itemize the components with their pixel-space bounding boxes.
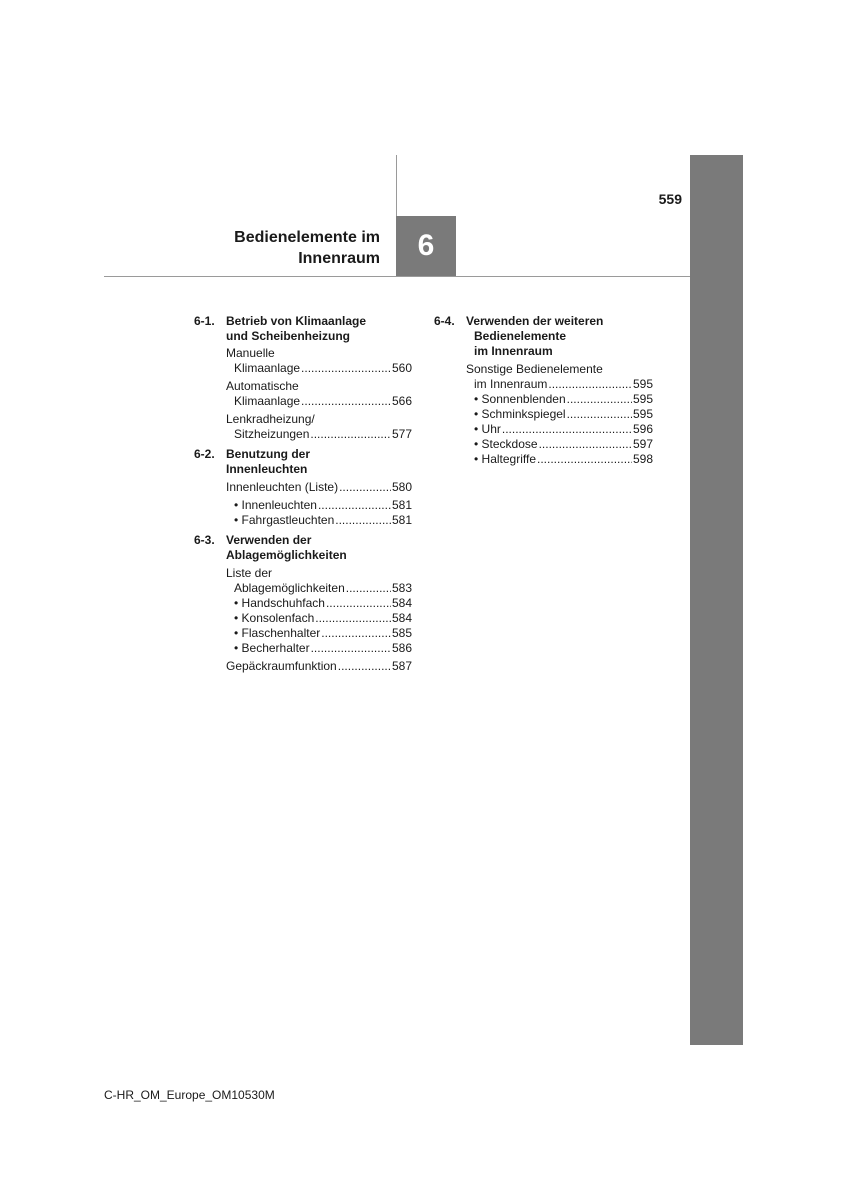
toc-entry-line1: Lenkradheizung/ bbox=[226, 412, 315, 426]
leader-dots bbox=[539, 437, 632, 452]
toc-page-ref: 560 bbox=[391, 361, 412, 375]
toc-page-ref: 584 bbox=[391, 596, 412, 610]
header-vertical-rule bbox=[396, 155, 397, 216]
leader-dots bbox=[548, 377, 632, 392]
section-heading-6-4[interactable] bbox=[434, 314, 653, 359]
section-title bbox=[226, 447, 310, 477]
toc-sub-entry[interactable] bbox=[474, 437, 653, 452]
toc-entry-text: • Konsolenfach bbox=[234, 611, 315, 625]
section-title-line2: und Scheibenheizung bbox=[226, 329, 351, 343]
chapter-title bbox=[180, 227, 380, 269]
section-title-line2: Ablagemöglichkeiten bbox=[226, 548, 347, 562]
toc-entry-text: • Haltegriffe bbox=[474, 452, 537, 466]
toc-entry-line1: Liste der bbox=[226, 566, 273, 580]
leader-dots bbox=[326, 596, 391, 611]
leader-dots bbox=[301, 361, 391, 376]
section-title-line1: Betrieb von Klimaanlage bbox=[226, 314, 367, 328]
toc-entry-text: • Flaschenhalter bbox=[234, 626, 321, 640]
toc-left-column bbox=[194, 314, 412, 677]
document-footer-code: C-HR_OM_Europe_OM10530M bbox=[104, 1088, 275, 1102]
toc-right-column bbox=[434, 314, 653, 470]
toc-entry-line1: Automatische bbox=[226, 379, 299, 393]
section-title-line1: Verwenden der bbox=[226, 533, 312, 547]
section-title-line3: im Innenraum bbox=[474, 344, 553, 358]
toc-entry-text: Ablagemöglichkeiten bbox=[234, 581, 345, 595]
toc-entry-line1: Sonstige Bedienelemente bbox=[466, 362, 603, 376]
section-title-line1: Benutzung der bbox=[226, 447, 310, 461]
toc-page-ref: 584 bbox=[391, 611, 412, 625]
leader-dots bbox=[339, 480, 391, 495]
toc-sub-entry[interactable] bbox=[474, 407, 653, 422]
toc-page-ref: 585 bbox=[391, 626, 412, 640]
leader-dots bbox=[311, 641, 391, 656]
toc-sub-entry[interactable] bbox=[474, 392, 653, 407]
toc-entry-text: Gepäckraumfunktion bbox=[226, 659, 337, 673]
leader-dots bbox=[537, 452, 632, 467]
toc-page-ref: 586 bbox=[391, 641, 412, 655]
toc-page-ref: 581 bbox=[391, 513, 412, 527]
toc-entry[interactable] bbox=[194, 480, 412, 495]
toc-entry[interactable] bbox=[194, 659, 412, 674]
section-heading-6-1[interactable] bbox=[194, 314, 412, 344]
leader-dots bbox=[321, 626, 391, 641]
section-title bbox=[226, 533, 347, 563]
toc-sub-entry[interactable] bbox=[234, 596, 412, 611]
toc-entry-text: • Innenleuchten bbox=[234, 498, 317, 512]
leader-dots bbox=[301, 394, 391, 409]
section-number: 6-3. bbox=[194, 533, 215, 547]
section-title bbox=[466, 314, 603, 359]
section-number: 6-1. bbox=[194, 314, 215, 328]
toc-entry-line1: Manuelle bbox=[226, 346, 275, 360]
toc-page-ref: 566 bbox=[391, 394, 412, 408]
leader-dots bbox=[318, 498, 391, 513]
section-title-line1: Verwenden der weiteren bbox=[466, 314, 604, 328]
toc-entry-text: • Sonnenblenden bbox=[474, 392, 566, 406]
toc-entry[interactable] bbox=[434, 362, 653, 392]
toc-entry[interactable] bbox=[194, 346, 412, 376]
toc-page-ref: 596 bbox=[632, 422, 653, 436]
toc-entry-text: • Steckdose bbox=[474, 437, 538, 451]
leader-dots bbox=[502, 422, 632, 437]
toc-sub-entry[interactable] bbox=[234, 611, 412, 626]
toc-entry-text: Klimaanlage bbox=[234, 361, 301, 375]
toc-page-ref: 595 bbox=[632, 407, 653, 421]
leader-dots bbox=[335, 513, 391, 528]
section-heading-6-2[interactable] bbox=[194, 447, 412, 477]
toc-entry-text: Sitzheizungen bbox=[234, 427, 310, 441]
toc-sub-entry[interactable] bbox=[234, 513, 412, 528]
toc-entry-text: Klimaanlage bbox=[234, 394, 301, 408]
toc-entry-text: • Handschuhfach bbox=[234, 596, 325, 610]
leader-dots bbox=[315, 611, 391, 626]
toc-page-ref: 595 bbox=[632, 392, 653, 406]
leader-dots bbox=[338, 659, 391, 674]
toc-sub-list bbox=[194, 596, 412, 656]
toc-page-ref: 581 bbox=[391, 498, 412, 512]
toc-page-ref: 597 bbox=[632, 437, 653, 451]
toc-entry-text: im Innenraum bbox=[474, 377, 548, 391]
toc-sub-entry[interactable] bbox=[234, 498, 412, 513]
section-title-line2: Innenleuchten bbox=[226, 462, 308, 476]
toc-sub-list bbox=[194, 498, 412, 528]
toc-entry-text: Innenleuchten (Liste) bbox=[226, 480, 339, 494]
toc-entry-text: • Becherhalter bbox=[234, 641, 310, 655]
toc-sub-entry[interactable] bbox=[234, 626, 412, 641]
toc-entry-text: • Uhr bbox=[474, 422, 501, 436]
toc-page-ref: 583 bbox=[391, 581, 412, 595]
toc-entry[interactable] bbox=[194, 379, 412, 409]
section-heading-6-3[interactable] bbox=[194, 533, 412, 563]
toc-page-ref: 580 bbox=[391, 480, 412, 494]
section-title-line2: Bedienelemente bbox=[474, 329, 567, 343]
toc-sub-list bbox=[434, 392, 653, 467]
toc-page-ref: 595 bbox=[632, 377, 653, 391]
section-number: 6-4. bbox=[434, 314, 455, 328]
chapter-number-box: 6 bbox=[396, 216, 456, 276]
chapter-title-line2: Innenraum bbox=[298, 250, 380, 267]
toc-sub-entry[interactable] bbox=[474, 452, 653, 467]
toc-sub-entry[interactable] bbox=[474, 422, 653, 437]
toc-page-ref: 598 bbox=[632, 452, 653, 466]
section-title bbox=[226, 314, 366, 344]
leader-dots bbox=[567, 407, 632, 422]
toc-entry[interactable] bbox=[194, 412, 412, 442]
toc-sub-entry[interactable] bbox=[234, 641, 412, 656]
toc-entry[interactable] bbox=[194, 566, 412, 596]
page-number: 559 bbox=[658, 191, 682, 207]
leader-dots bbox=[346, 581, 391, 596]
leader-dots bbox=[310, 427, 391, 442]
toc-page-ref: 587 bbox=[391, 659, 412, 673]
leader-dots bbox=[567, 392, 632, 407]
toc-entry-text: • Fahrgastleuchten bbox=[234, 513, 335, 527]
chapter-side-tab bbox=[690, 155, 743, 1045]
toc-entry-text: • Schminkspiegel bbox=[474, 407, 566, 421]
toc-page-ref: 577 bbox=[391, 427, 412, 441]
chapter-title-line1: Bedienelemente im bbox=[234, 229, 380, 246]
header-horizontal-rule bbox=[104, 276, 690, 277]
section-number: 6-2. bbox=[194, 447, 215, 461]
